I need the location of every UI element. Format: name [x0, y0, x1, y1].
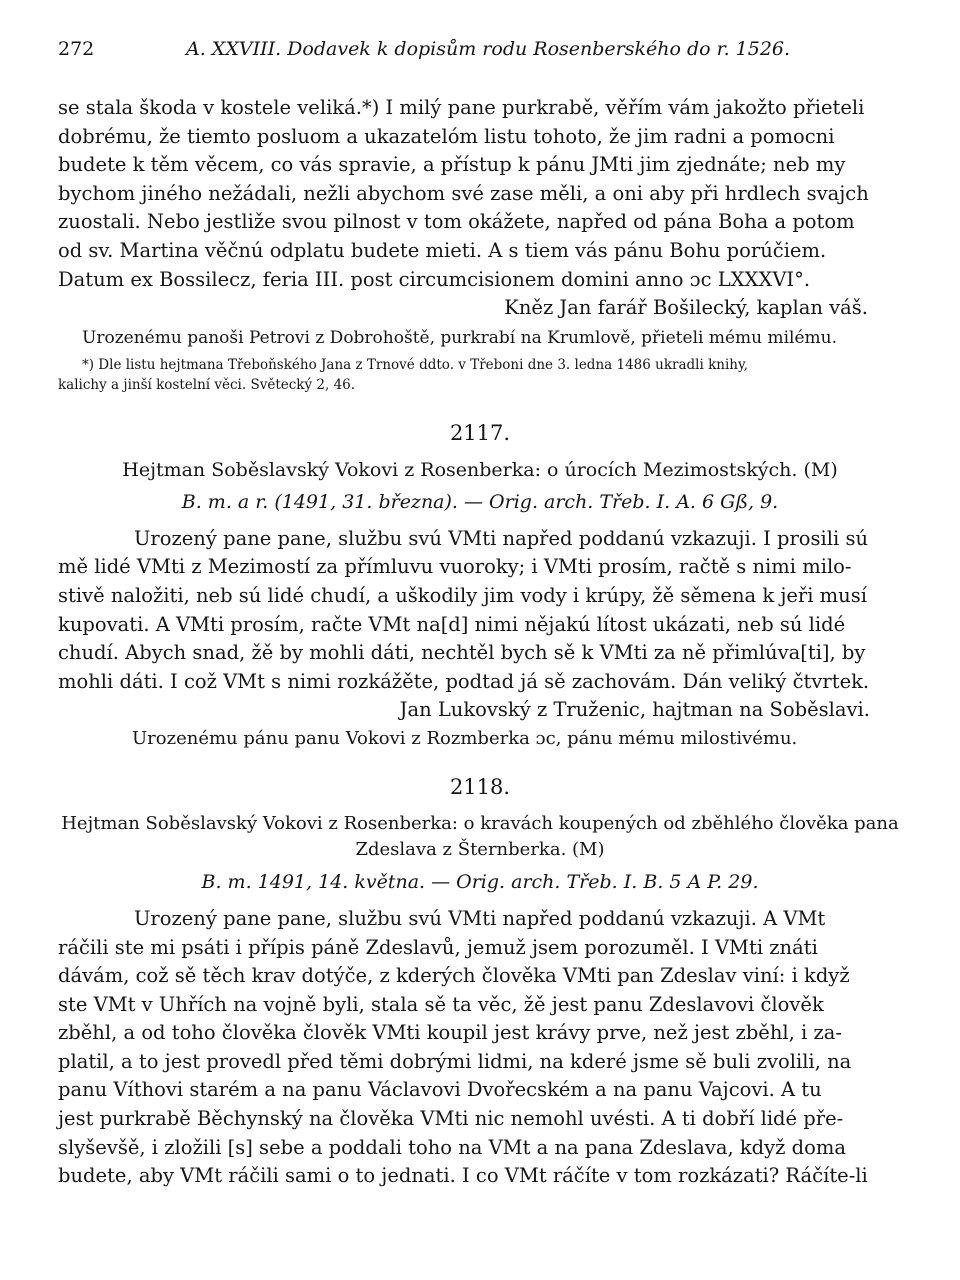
text-line: se stala škoda v kostele veliká.*) I milý pane purkrabě, věřím vám jakožto přieteli [58, 96, 865, 119]
footnote [58, 355, 902, 395]
text-line: budete, aby VMt ráčili sami o to jednati. I co VMt ráčíte v tom rozkázati? Ráčíte-li [58, 1164, 868, 1188]
document-address: Urozenému pánu panu Vokovi z Rozmberka ɔc, pánu mému milostivému. [132, 727, 798, 749]
document-heading: Hejtman Soběslavský Vokovi z Rosenberka: o úrocích Mezimostských. (M) [122, 458, 838, 481]
text-line: mě lidé VMti z Mezimostí za přímluvu vuoroky; i VMti prosím, račtě s nimi milo- [58, 555, 852, 579]
text-line: dávám, což sě těch krav dotýče, z kderých člověka VMti pan Zdeslav viní: i když [58, 964, 850, 988]
document-body [58, 905, 902, 1191]
letter-address: Urozenému panoši Petrovi z Dobrohoště, purkrabí na Krumlově, přieteli mému milému. [82, 327, 838, 348]
document-heading [58, 811, 902, 863]
letter-prev-body [58, 94, 902, 323]
document-source: B. m. a r. (1491, 31. března). — Orig. arch. Třeb. I. A. 6 Gß, 9. [181, 490, 779, 513]
footnote-line: *) Dle listu hejtmana Třeboňského Jana z Trnové ddto. v Třeboni dne 3. ledna 1486 ukradli knihy, [82, 356, 749, 373]
text-line: Urozený pane pane, službu svú VMti napřed poddanú vzkazuji. I prosili sú [134, 526, 869, 550]
text-line: ste VMt v Uhřích na vojně byli, stala sě ta věc, žě jest panu Zdeslavovi člověk [58, 992, 824, 1016]
text-line: slyševšě, i zložili [s] sebe a poddali toho na VMt a na pana Zdeslava, když doma [58, 1135, 846, 1159]
text-line: budete k těm věcem, co vás spravie, a přístup k pánu JMti jim zjednáte; neb my [58, 153, 846, 177]
text-line: zběhl, a od toho člověka člověk VMti koupil jest krávy prve, než jest zběhl, i za- [58, 1021, 842, 1045]
document-signature: Jan Lukovský z Truženic, hajtman na Soběslavi. [399, 698, 870, 722]
heading-line: Hejtman Soběslavský Vokovi z Rosenberka: o kravách koupených od zběhlého člověka pana [61, 812, 899, 834]
text-line: dobrému, že tiemto posluom a ukazatelóm listu tohoto, že jim radni a pomocni [58, 124, 835, 148]
text-line: stivě naložiti, neb sú lidé chudí, a uškodily jim vody i krúpy, žě sěmena k jeři musí [58, 583, 867, 607]
text-line: ráčili ste mi psáti i přípis páně Zdeslavů, jemuž jsem porozuměl. I VMti znáti [58, 935, 818, 959]
text-line: platil, a to jest provedl před těmi dobrými lidmi, na kderé jsme sě buli zvolili, na [58, 1049, 852, 1073]
document-number: 2117. [449, 420, 511, 445]
text-line: Datum ex Bossilecz, feria III. post circumcisionem domini anno ɔc LXXXVI°. [58, 267, 811, 291]
page-number: 272 [58, 38, 95, 60]
running-title: A. XXVIII. Dodavek k dopisům rodu Rosenberského do r. 1526. [186, 38, 791, 60]
document-body [58, 525, 902, 725]
document-source: B. m. 1491, 14. května. — Orig. arch. Třeb. I. B. 5 A P. 29. [201, 870, 759, 893]
text-line: bychom jiného nežádali, nežli abychom své zase měli, a oni aby při hrdlech svajch [58, 181, 869, 205]
footnote-line: kalichy a jinší kostelní věci. Světecký 2, 46. [58, 376, 356, 393]
text-line: jest purkrabě Běchynský na člověka VMti nic nemohl uvésti. A ti dobří lidé pře- [58, 1107, 844, 1131]
text-line: zuostali. Nebo jestliže svou pilnost v tom okážete, napřed od pána Boha a potom [58, 210, 855, 234]
text-line: kupovati. A VMti prosím, račte VMt na[d] nimi nějakú lítost ukázati, neb sú lidé [58, 612, 846, 636]
document-number: 2118. [449, 774, 511, 799]
text-line: chudí. Abych snad, žě by mohli dáti, nechtěl bych sě k VMti za ně přimlúva[ti], by [58, 641, 866, 665]
running-head [58, 38, 902, 78]
letter-signature: Kněz Jan farář Bošilecký, kaplan váš. [504, 296, 868, 320]
text-line: od sv. Martina věčnú odplatu budete mieti. A s tiem vás pánu Bohu porúčiem. [58, 238, 827, 262]
heading-line: Zdeslava z Šternberka. (M) [355, 838, 605, 860]
text-line: panu Víthovi starém a na panu Václavovi Dvořecském a na panu Vajcovi. A tu [58, 1078, 822, 1102]
text-line: Urozený pane pane, službu svú VMti napřed poddanú vzkazuji. A VMt [134, 906, 826, 930]
text-line: mohli dáti. I což VMt s nimi rozkážěte, podtad já sě zachovám. Dán veliký čtvrtek. [58, 669, 870, 693]
